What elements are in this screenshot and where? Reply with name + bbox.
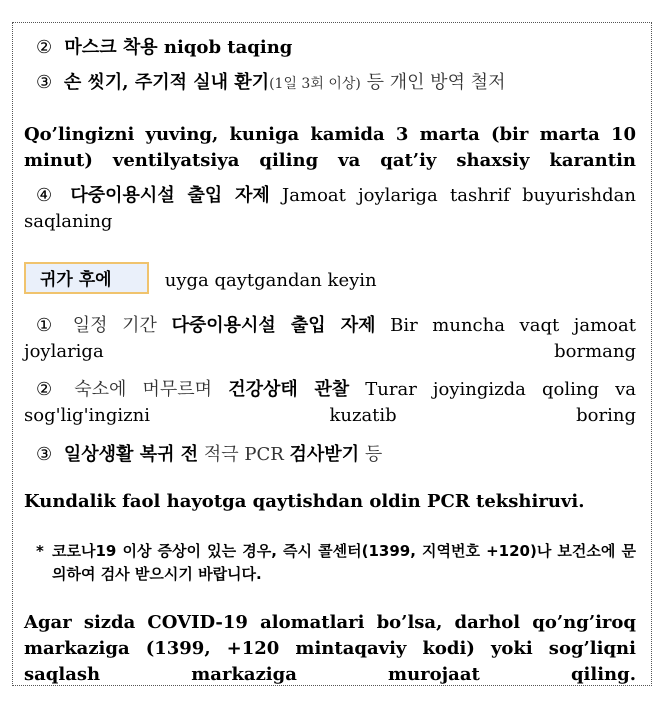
uzbek-paragraph-covid: Agar sizda COVID-19 alomatlari bo’lsa, darhol qo’ng’iroq markaziga (1399, +120 mintaqaviy kodi) yoki sog’liqni saqlash markaziga murojaat qiling. xyxy=(24,612,636,685)
item-pcr-test xyxy=(24,442,636,468)
note-korean-text: 코로나19 이상 증상이 있는 경우, 즉시 콜센터(1399, 지역번호 +120)나 보건소에 문의하여 검사 받으시기 바랍니다. xyxy=(52,542,636,583)
section-badge: 귀가 후에 xyxy=(24,262,149,294)
item-handwash xyxy=(24,70,636,97)
uzbek-paragraph-pcr: Kundalik faol hayotga qaytishdan oldin PCR tekshiruvi. xyxy=(24,491,585,512)
korean-note xyxy=(36,540,636,586)
item-avoid-period xyxy=(24,313,636,365)
item-uzbek: niqob taqing xyxy=(163,37,293,58)
item-avoid-facilities xyxy=(24,183,636,235)
item-korean-light-2: 등 xyxy=(364,444,383,465)
item-korean: 마스크 착용 xyxy=(64,37,158,58)
item-korean-light: 적극 PCR xyxy=(203,444,284,465)
item-korean: 손 씻기, 주기적 실내 환기 xyxy=(63,72,270,93)
item-korean: 일상생활 복귀 전 xyxy=(63,444,199,465)
item-korean-small: (1일 3회 이상) xyxy=(269,76,361,92)
item-korean-bold-2: 검사받기 xyxy=(289,444,360,465)
item-korean-light: 등 개인 방역 철저 xyxy=(366,72,506,93)
note-asterisk: * xyxy=(36,542,44,560)
item-korean-light: 숙소에 머무르며 xyxy=(74,379,213,400)
item-number: ① xyxy=(36,315,53,336)
item-number: ② xyxy=(36,37,53,58)
item-korean-light: 일정 기간 xyxy=(72,315,157,336)
section-badge-uzbek: uyga qaytgandan keyin xyxy=(164,270,377,291)
item-uzbek: Turar joyingizda qoling va sog'lig'ingizni kuzatib boring xyxy=(24,379,636,426)
item-uzbek: Jamoat joylariga tashrif buyurishdan saqlaning xyxy=(24,185,636,232)
item-korean: 다중이용시설 출입 자제 xyxy=(171,315,376,336)
item-uzbek: Bir muncha vaqt jamoat joylariga bormang xyxy=(24,315,636,362)
item-korean: 건강상태 관찰 xyxy=(228,379,350,400)
section-header-after-return xyxy=(24,262,636,294)
item-mask xyxy=(24,35,636,61)
uzbek-paragraph-handwash: Qo’lingizni yuving, kuniga kamida 3 marta (bir marta 10 minut) ventilyatsiya qiling va qat’iy shaxsiy karantin xyxy=(24,124,636,171)
item-monitor-health xyxy=(24,377,636,429)
item-number: ③ xyxy=(36,444,53,465)
item-number: ④ xyxy=(36,185,53,206)
item-number: ③ xyxy=(36,72,53,93)
item-korean: 다중이용시설 출입 자제 xyxy=(70,185,270,206)
item-number: ② xyxy=(36,379,53,400)
